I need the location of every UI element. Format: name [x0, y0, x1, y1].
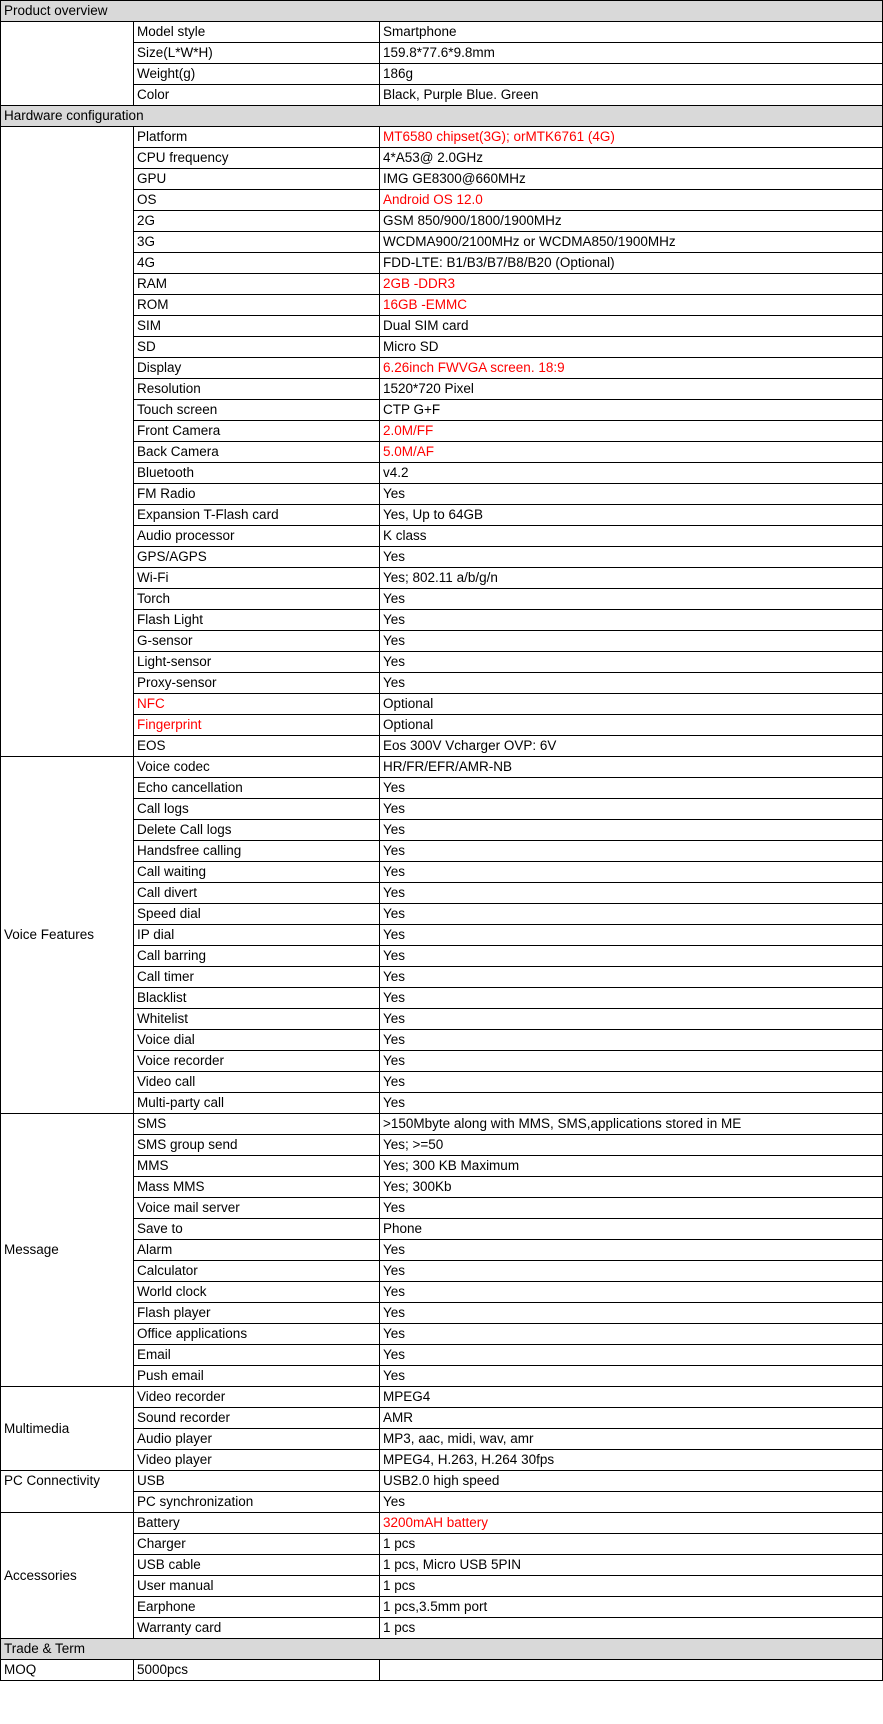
spec-row-whitelist — [1, 1009, 883, 1030]
spec-label: Flash Light — [134, 610, 380, 631]
spec-row-calculator — [1, 1261, 883, 1282]
spec-label: Speed dial — [134, 904, 380, 925]
spec-row-nfc — [1, 694, 883, 715]
spec-row-sound-recorder — [1, 1408, 883, 1429]
spec-row-flash-player — [1, 1303, 883, 1324]
spec-value: Yes — [380, 1261, 883, 1282]
spec-row-fingerprint — [1, 715, 883, 736]
spec-row-gps-agps — [1, 547, 883, 568]
spec-value: Micro SD — [380, 337, 883, 358]
spec-value: MP3, aac, midi, wav, amr — [380, 1429, 883, 1450]
spec-label: Color — [134, 85, 380, 106]
spec-row-echo-cancellation — [1, 778, 883, 799]
spec-value: Yes — [380, 1198, 883, 1219]
spec-row-world-clock — [1, 1282, 883, 1303]
spec-row-g-sensor — [1, 631, 883, 652]
spec-value: 159.8*77.6*9.8mm — [380, 43, 883, 64]
spec-value: Yes — [380, 652, 883, 673]
spec-row-call-logs — [1, 799, 883, 820]
spec-row-ip-dial — [1, 925, 883, 946]
spec-label: Voice codec — [134, 757, 380, 778]
spec-value: 1 pcs — [380, 1534, 883, 1555]
spec-row-color — [1, 85, 883, 106]
spec-row-push-email — [1, 1366, 883, 1387]
spec-row-alarm — [1, 1240, 883, 1261]
spec-row-mms — [1, 1156, 883, 1177]
spec-value: Yes — [380, 778, 883, 799]
spec-label: FM Radio — [134, 484, 380, 505]
spec-label: Proxy-sensor — [134, 673, 380, 694]
spec-label: Call timer — [134, 967, 380, 988]
spec-row-gpu — [1, 169, 883, 190]
spec-label: Audio processor — [134, 526, 380, 547]
spec-value: Yes — [380, 1009, 883, 1030]
spec-label: Warranty card — [134, 1618, 380, 1639]
spec-value: Yes — [380, 862, 883, 883]
section-title: Product overview — [1, 1, 883, 22]
spec-value: 186g — [380, 64, 883, 85]
spec-label: Sound recorder — [134, 1408, 380, 1429]
spec-value: CTP G+F — [380, 400, 883, 421]
spec-value: 2GB -DDR3 — [380, 274, 883, 295]
spec-value: v4.2 — [380, 463, 883, 484]
spec-row-office-applications — [1, 1324, 883, 1345]
spec-row-2g — [1, 211, 883, 232]
spec-row-touch-screen — [1, 400, 883, 421]
spec-label: ROM — [134, 295, 380, 316]
spec-value: Yes — [380, 1366, 883, 1387]
spec-label: NFC — [134, 694, 380, 715]
spec-label: SMS group send — [134, 1135, 380, 1156]
spec-value: Yes — [380, 967, 883, 988]
spec-label: Model style — [134, 22, 380, 43]
spec-row-torch — [1, 589, 883, 610]
spec-label: OS — [134, 190, 380, 211]
spec-row-flash-light — [1, 610, 883, 631]
spec-label: User manual — [134, 1576, 380, 1597]
section-header-product-overview — [1, 1, 883, 22]
spec-label: Charger — [134, 1534, 380, 1555]
spec-label: Office applications — [134, 1324, 380, 1345]
spec-value: WCDMA900/2100MHz or WCDMA850/1900MHz — [380, 232, 883, 253]
spec-value: GSM 850/900/1800/1900MHz — [380, 211, 883, 232]
spec-label: Email — [134, 1345, 380, 1366]
spec-value: K class — [380, 526, 883, 547]
section-title: Trade & Term — [1, 1639, 883, 1660]
spec-label: USB cable — [134, 1555, 380, 1576]
spec-value: Yes — [380, 988, 883, 1009]
spec-label: Whitelist — [134, 1009, 380, 1030]
spec-label: IP dial — [134, 925, 380, 946]
spec-row-usb-cable — [1, 1555, 883, 1576]
spec-label: 3G — [134, 232, 380, 253]
spec-row-speed-dial — [1, 904, 883, 925]
spec-value: Yes — [380, 589, 883, 610]
spec-value: Yes — [380, 820, 883, 841]
spec-row-save-to — [1, 1219, 883, 1240]
spec-row-delete-call-logs — [1, 820, 883, 841]
spec-value: Yes — [380, 1282, 883, 1303]
spec-label: Flash player — [134, 1303, 380, 1324]
group-label: Message — [1, 1114, 134, 1387]
spec-label: Voice mail server — [134, 1198, 380, 1219]
spec-row-mass-mms — [1, 1177, 883, 1198]
spec-label: Battery — [134, 1513, 380, 1534]
spec-label: Earphone — [134, 1597, 380, 1618]
spec-label: Video player — [134, 1450, 380, 1471]
spec-label: MMS — [134, 1156, 380, 1177]
spec-value: Yes — [380, 1303, 883, 1324]
spec-row-cpu-frequency — [1, 148, 883, 169]
spec-value: MPEG4 — [380, 1387, 883, 1408]
spec-row-proxy-sensor — [1, 673, 883, 694]
spec-row-weight-g — [1, 64, 883, 85]
spec-value: Yes, Up to 64GB — [380, 505, 883, 526]
spec-label: Size(L*W*H) — [134, 43, 380, 64]
spec-label: Expansion T-Flash card — [134, 505, 380, 526]
spec-row-voice-codec — [1, 757, 883, 778]
spec-value: Yes — [380, 1492, 883, 1513]
spec-value: 16GB -EMMC — [380, 295, 883, 316]
group-label: Accessories — [1, 1513, 134, 1639]
spec-value: 1 pcs,3.5mm port — [380, 1597, 883, 1618]
spec-label: SD — [134, 337, 380, 358]
spec-row-blacklist — [1, 988, 883, 1009]
spec-value: HR/FR/EFR/AMR-NB — [380, 757, 883, 778]
spec-label: Light-sensor — [134, 652, 380, 673]
spec-row-sms — [1, 1114, 883, 1135]
spec-value: Optional — [380, 715, 883, 736]
spec-label: Mass MMS — [134, 1177, 380, 1198]
spec-value: Yes — [380, 904, 883, 925]
spec-label: World clock — [134, 1282, 380, 1303]
spec-row-size-l-w-h — [1, 43, 883, 64]
spec-label: CPU frequency — [134, 148, 380, 169]
spec-label: Platform — [134, 127, 380, 148]
spec-value: AMR — [380, 1408, 883, 1429]
spec-row-sim — [1, 316, 883, 337]
spec-value: Yes — [380, 1345, 883, 1366]
spec-value: Phone — [380, 1219, 883, 1240]
spec-value: Yes — [380, 1240, 883, 1261]
spec-value: Yes — [380, 547, 883, 568]
spec-label: GPS/AGPS — [134, 547, 380, 568]
spec-label: Push email — [134, 1366, 380, 1387]
spec-row-usb — [1, 1471, 883, 1492]
spec-row-3g — [1, 232, 883, 253]
spec-row-multi-party-call — [1, 1093, 883, 1114]
spec-value: Yes; 300 KB Maximum — [380, 1156, 883, 1177]
spec-label: Front Camera — [134, 421, 380, 442]
spec-value: MT6580 chipset(3G); orMTK6761 (4G) — [380, 127, 883, 148]
spec-row-4g — [1, 253, 883, 274]
spec-row-rom — [1, 295, 883, 316]
cell-c1: MOQ — [1, 1660, 134, 1681]
cell-c2: 5000pcs — [134, 1660, 380, 1681]
spec-row-email — [1, 1345, 883, 1366]
spec-value: 4*A53@ 2.0GHz — [380, 148, 883, 169]
spec-row-os — [1, 190, 883, 211]
spec-row-charger — [1, 1534, 883, 1555]
spec-value: Yes — [380, 883, 883, 904]
spec-row-earphone — [1, 1597, 883, 1618]
spec-label: Calculator — [134, 1261, 380, 1282]
spec-row-sms-group-send — [1, 1135, 883, 1156]
spec-row-user-manual — [1, 1576, 883, 1597]
spec-label: Call barring — [134, 946, 380, 967]
spec-value: Yes — [380, 610, 883, 631]
section-header-trade-term — [1, 1639, 883, 1660]
spec-value: Yes — [380, 673, 883, 694]
spec-row-call-barring — [1, 946, 883, 967]
spec-row-pc-synchronization — [1, 1492, 883, 1513]
spec-label: RAM — [134, 274, 380, 295]
spec-row-back-camera — [1, 442, 883, 463]
spec-row-call-timer — [1, 967, 883, 988]
spec-label: Call logs — [134, 799, 380, 820]
spec-row-audio-player — [1, 1429, 883, 1450]
cell-c3 — [380, 1660, 883, 1681]
spec-value: Yes; 300Kb — [380, 1177, 883, 1198]
spec-label: Delete Call logs — [134, 820, 380, 841]
spec-label: Wi-Fi — [134, 568, 380, 589]
spec-row-ram — [1, 274, 883, 295]
spec-value: Yes — [380, 1072, 883, 1093]
spec-value: Dual SIM card — [380, 316, 883, 337]
spec-row-handsfree-calling — [1, 841, 883, 862]
spec-row-bluetooth — [1, 463, 883, 484]
spec-label: Back Camera — [134, 442, 380, 463]
spec-value: IMG GE8300@660MHz — [380, 169, 883, 190]
spec-value: Yes; >=50 — [380, 1135, 883, 1156]
group-label — [1, 22, 134, 106]
spec-value: Yes — [380, 925, 883, 946]
spec-label: SMS — [134, 1114, 380, 1135]
spec-value: 1 pcs — [380, 1618, 883, 1639]
spec-label: 2G — [134, 211, 380, 232]
spec-row-sd — [1, 337, 883, 358]
spec-value: Yes — [380, 1093, 883, 1114]
spec-label: Handsfree calling — [134, 841, 380, 862]
spec-row-model-style — [1, 22, 883, 43]
spec-value: 3200mAH battery — [380, 1513, 883, 1534]
spec-value: Android OS 12.0 — [380, 190, 883, 211]
spec-label: SIM — [134, 316, 380, 337]
spec-table-body — [1, 1, 883, 1681]
group-label: Multimedia — [1, 1387, 134, 1471]
spec-value: Yes — [380, 1324, 883, 1345]
spec-value: FDD-LTE: B1/B3/B7/B8/B20 (Optional) — [380, 253, 883, 274]
spec-value: Yes; 802.11 a/b/g/n — [380, 568, 883, 589]
spec-row-display — [1, 358, 883, 379]
spec-label: Voice recorder — [134, 1051, 380, 1072]
spec-row-front-camera — [1, 421, 883, 442]
spec-value: 1 pcs — [380, 1576, 883, 1597]
spec-label: Multi-party call — [134, 1093, 380, 1114]
spec-label: Display — [134, 358, 380, 379]
spec-value: Black, Purple Blue. Green — [380, 85, 883, 106]
spec-row-light-sensor — [1, 652, 883, 673]
spec-label: Call waiting — [134, 862, 380, 883]
spec-row-platform — [1, 127, 883, 148]
spec-value: Smartphone — [380, 22, 883, 43]
spec-label: EOS — [134, 736, 380, 757]
spec-row-warranty-card — [1, 1618, 883, 1639]
spec-value: Eos 300V Vcharger OVP: 6V — [380, 736, 883, 757]
spec-row-voice-dial — [1, 1030, 883, 1051]
spec-value: Yes — [380, 631, 883, 652]
spec-value: USB2.0 high speed — [380, 1471, 883, 1492]
spec-label: PC synchronization — [134, 1492, 380, 1513]
group-label — [1, 127, 134, 757]
spec-label: Audio player — [134, 1429, 380, 1450]
spec-value: 1 pcs, Micro USB 5PIN — [380, 1555, 883, 1576]
spec-label: Fingerprint — [134, 715, 380, 736]
spec-label: USB — [134, 1471, 380, 1492]
spec-label: Torch — [134, 589, 380, 610]
spec-value: Yes — [380, 484, 883, 505]
spec-row-resolution — [1, 379, 883, 400]
group-label: Voice Features — [1, 757, 134, 1114]
spec-value: Yes — [380, 946, 883, 967]
spec-value: >150Mbyte along with MMS, SMS,applications stored in ME — [380, 1114, 883, 1135]
spec-label: Resolution — [134, 379, 380, 400]
spec-row-voice-recorder — [1, 1051, 883, 1072]
spec-label: GPU — [134, 169, 380, 190]
spec-value: Yes — [380, 1051, 883, 1072]
spec-row-battery — [1, 1513, 883, 1534]
spec-label: Touch screen — [134, 400, 380, 421]
section-header-hardware-configuration — [1, 106, 883, 127]
spec-row-voice-mail-server — [1, 1198, 883, 1219]
spec-value: 6.26inch FWVGA screen. 18:9 — [380, 358, 883, 379]
spec-value: 5.0M/AF — [380, 442, 883, 463]
spec-row-moq — [1, 1660, 883, 1681]
spec-label: Video recorder — [134, 1387, 380, 1408]
spec-row-eos — [1, 736, 883, 757]
spec-label: Weight(g) — [134, 64, 380, 85]
spec-label: Save to — [134, 1219, 380, 1240]
group-label: PC Connectivity — [1, 1471, 134, 1513]
spec-row-expansion-t-flash-card — [1, 505, 883, 526]
spec-value: Yes — [380, 1030, 883, 1051]
spec-value: Yes — [380, 841, 883, 862]
spec-value: 1520*720 Pixel — [380, 379, 883, 400]
spec-label: G-sensor — [134, 631, 380, 652]
spec-row-call-waiting — [1, 862, 883, 883]
spec-row-video-recorder — [1, 1387, 883, 1408]
spec-label: Blacklist — [134, 988, 380, 1009]
spec-value: 2.0M/FF — [380, 421, 883, 442]
spec-label: Voice dial — [134, 1030, 380, 1051]
spec-label: Alarm — [134, 1240, 380, 1261]
spec-row-call-divert — [1, 883, 883, 904]
spec-value: MPEG4, H.263, H.264 30fps — [380, 1450, 883, 1471]
spec-row-video-call — [1, 1072, 883, 1093]
spec-label: Call divert — [134, 883, 380, 904]
spec-label: Video call — [134, 1072, 380, 1093]
spec-row-audio-processor — [1, 526, 883, 547]
spec-value: Optional — [380, 694, 883, 715]
spec-label: 4G — [134, 253, 380, 274]
section-title: Hardware configuration — [1, 106, 883, 127]
spec-row-video-player — [1, 1450, 883, 1471]
spec-value: Yes — [380, 799, 883, 820]
spec-label: Bluetooth — [134, 463, 380, 484]
spec-row-wi-fi — [1, 568, 883, 589]
spec-row-fm-radio — [1, 484, 883, 505]
spec-label: Echo cancellation — [134, 778, 380, 799]
